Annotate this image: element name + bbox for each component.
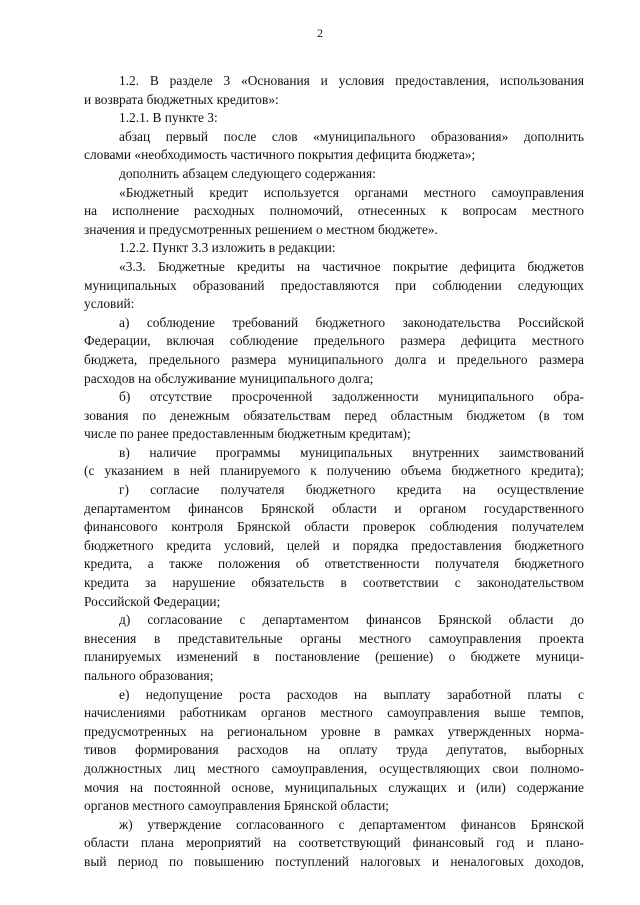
text-line: кредита, а также положения об ответственности получателя бюджетного <box>84 556 584 572</box>
text-line: Федерации, включая соблюдение предельного размера дефицита местного <box>84 333 584 349</box>
text-line: и возврата бюджетных кредитов»: <box>84 91 279 107</box>
text-line: на исполнение расходных полномочий, отнесенных к вопросам местного <box>84 203 584 219</box>
text-line: е) недопущение роста расходов на выплату заработной платы с <box>119 686 584 702</box>
text-line: д) согласование с департаментом финансов Брянской области до <box>119 612 584 628</box>
text-line: в) наличие программы муниципальных внутренних заимствований <box>119 444 584 460</box>
text-line: муниципальных образований предоставляются при соблюдении следующих <box>84 277 584 293</box>
text-line: тивов формирования расходов на оплату труда депутатов, выборных <box>84 742 584 758</box>
text-line: (с указанием в ней планируемого к получению объема бюджетного кредита); <box>84 463 584 479</box>
text-line: кредита за нарушение обязательств в соответствии с законодательством <box>84 575 584 591</box>
text-line: бюджетного кредита условий, целей и порядка предоставления бюджетного <box>84 537 584 553</box>
text-line: начислениями работникам органов местного самоуправления выше темпов, <box>84 705 584 721</box>
text-line: мочия на постоянной основе, муниципальных служащих и (или) содержание <box>84 779 584 795</box>
text-line: «3.3. Бюджетные кредиты на частичное покрытие дефицита бюджетов <box>119 258 584 274</box>
text-line: вый период по повышению поступлений налоговых и неналоговых доходов, <box>84 853 584 869</box>
document-body <box>84 72 584 872</box>
text-line: области плана мероприятий на соответствующий финансовый год и плано- <box>84 835 584 851</box>
text-line: значения и предусмотренных решением о местном бюджете». <box>84 221 438 237</box>
text-line: расходов на обслуживание муниципального долга; <box>84 370 374 386</box>
text-line: Российской Федерации; <box>84 593 221 609</box>
text-line: г) согласие получателя бюджетного кредита на осуществление <box>119 482 584 498</box>
text-line: 1.2.2. Пункт 3.3 изложить в редакции: <box>119 240 336 256</box>
text-line: предусмотренных на региональном уровне в рамках утвержденных норма- <box>84 723 584 739</box>
text-line: числе по ранее предоставленным бюджетным кредитам); <box>84 426 411 442</box>
text-line: словами «необходимость частичного покрытия дефицита бюджета»; <box>84 147 476 163</box>
text-line: условий: <box>84 296 135 312</box>
text-line: дополнить абзацем следующего содержания: <box>119 165 376 181</box>
text-line: а) соблюдение требований бюджетного законодательства Российской <box>119 314 584 330</box>
text-line: внесения в представительные органы местного самоуправления проекта <box>84 630 584 646</box>
text-line: департаментом финансов Брянской области и органом государственного <box>84 500 584 516</box>
text-line: абзац первый после слов «муниципального образования» дополнить <box>119 128 584 144</box>
text-line: планируемых изменений в постановление (решение) о бюджете муници- <box>84 649 584 665</box>
text-line: бюджета, предельного размера муниципального долга и предельного размера <box>84 351 584 367</box>
page-number: 2 <box>317 26 323 40</box>
text-line: ж) утверждение согласованного с департаментом финансов Брянской <box>119 816 584 832</box>
text-line: должностных лиц местного самоуправления, осуществляющих свои полномо- <box>84 760 584 776</box>
text-line: б) отсутствие просроченной задолженности муниципального обра- <box>119 389 584 405</box>
text-line: «Бюджетный кредит используется органами местного самоуправления <box>119 184 584 200</box>
text-line: пального образования; <box>84 668 214 683</box>
text-line: зования по денежным обязательствам перед областным бюджетом (в том <box>84 407 584 423</box>
text-line: 1.2.1. В пункте 3: <box>119 110 218 126</box>
text-line: 1.2. В разделе 3 «Основания и условия предоставления, использования <box>119 73 584 88</box>
text-line: органов местного самоуправления Брянской области; <box>84 798 389 814</box>
text-line: финансового контроля Брянской области проверок соблюдения получателем <box>84 519 584 535</box>
